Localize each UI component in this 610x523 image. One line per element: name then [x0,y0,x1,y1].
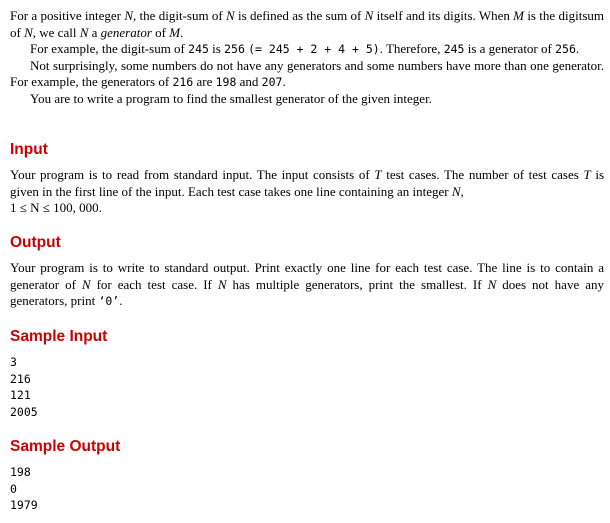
code-zero: ‘0’ [98,294,120,308]
math-var: N [124,8,133,23]
text: , [460,183,464,199]
sample-input-line: 3 [10,355,17,369]
sample-input-line: 121 [10,388,31,402]
sample-input-block [10,354,38,420]
math-var: M [169,24,181,40]
math-var: N [487,276,497,292]
code-number: 256 [555,42,576,56]
text: , the digit-sum of [132,8,226,23]
sample-output-line: 1979 [10,498,38,512]
math-var: N [81,276,91,292]
text: and [236,74,262,89]
sample-output-line: 0 [10,481,17,496]
text: is given in the first line of the input. Each test case takes one line containing an integer [10,167,605,199]
math-var: T [374,167,382,182]
text: , we call [32,24,80,40]
sample-input-line: 2005 [10,404,38,419]
code-number: 245 [443,42,465,56]
text: is a generator of [464,41,556,56]
math-var: N [364,8,374,23]
text: are [193,74,216,89]
text: test cases. The number of test cases [381,167,584,182]
code-number: 256 [224,42,245,56]
text: is the digitsum of [10,8,604,40]
emphasis-generator: generator [100,24,152,40]
math-var: N [79,24,89,40]
math-var: N [24,24,33,40]
section-heading-input: Input [10,141,48,158]
text: For a positive integer [10,8,125,23]
code-number: 245 [188,42,209,56]
text: a [88,24,101,40]
text: For example, the digit-sum of [30,41,189,56]
text: has multiple generators, print the smallest. If [226,276,488,292]
intro-paragraph-2 [10,41,604,58]
text: Not surprisingly, some numbers do not have any generators and some numbers have more than one generator. For example, the generators of [10,57,604,89]
math-var: N [451,183,461,199]
text: . [282,74,286,89]
code-expression: (= 245 + 2 + 4 + 5) [248,42,380,56]
math-var: N [226,8,235,23]
text: of [151,24,170,40]
constraint-math: 1 ≤ N ≤ 100, 000 [10,200,99,215]
text: . [119,293,123,308]
output-description [10,260,604,310]
section-heading-sample-output: Sample Output [10,438,121,455]
text: is [208,41,225,56]
text: . [98,200,102,215]
intro-paragraph-3 [10,58,604,91]
math-var: T [583,167,591,182]
problem-statement [10,8,605,512]
text: does not have any generators, print [10,276,604,308]
sample-output-block [10,464,38,514]
sample-output-line: 198 [10,465,31,479]
section-heading-output: Output [10,234,61,251]
code-number: 198 [215,75,237,89]
code-number: 216 [172,75,194,89]
text: Your program is to read from standard input. The input consists of [10,167,375,182]
input-description [10,167,604,217]
sample-input-line: 216 [10,371,31,386]
text: is defined as the sum of [234,8,365,23]
intro-paragraph-4: You are to write a program to find the smallest generator of the given integer. [30,90,432,106]
text: . Therefore, [379,41,444,56]
text: itself and its digits. When [373,8,514,23]
code-number: 207 [261,75,283,89]
section-heading-sample-input: Sample Input [10,328,108,345]
intro-paragraph-1 [10,8,604,41]
text: . [575,41,580,56]
text: for each test case. If [90,276,218,292]
text: . [180,24,184,40]
math-var: N [217,276,227,292]
text: Your program is to write to standard output. Print exactly one line for each test case. The line is to contain a generator of [10,260,604,292]
math-var: M [513,8,525,23]
